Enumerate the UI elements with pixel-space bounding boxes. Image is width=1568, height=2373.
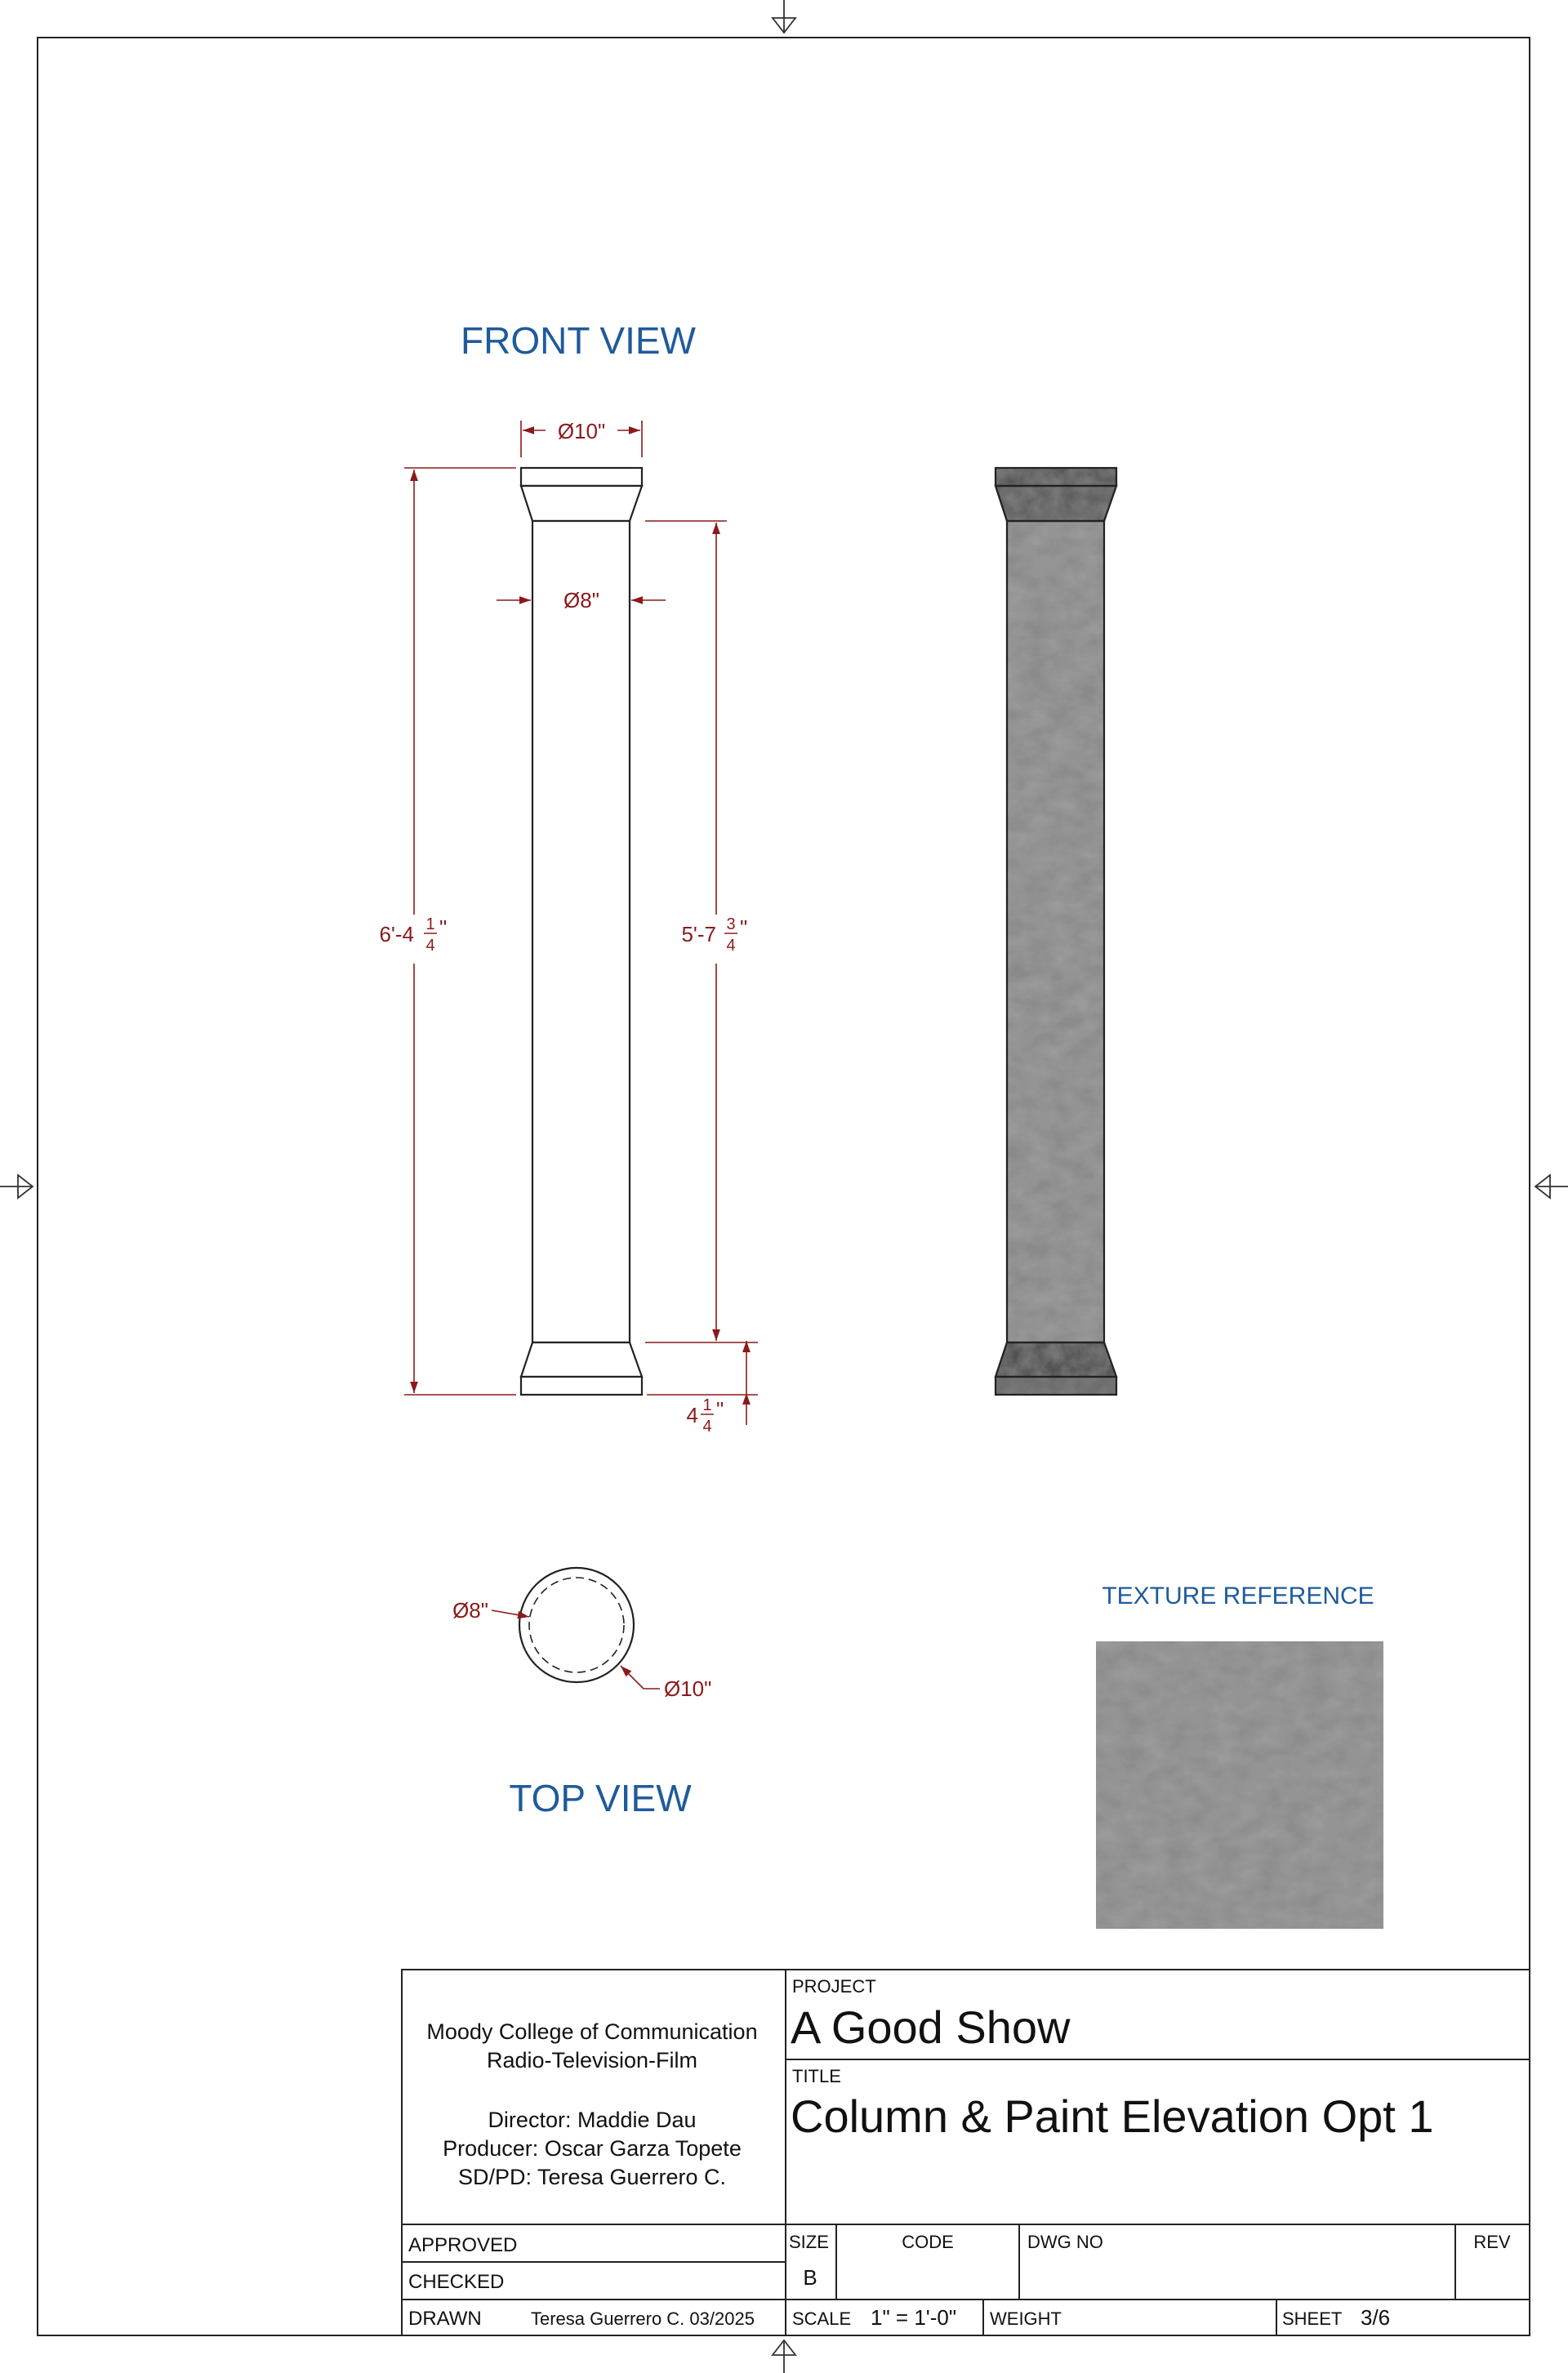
capital-top-block xyxy=(521,468,642,486)
org-line1: Moody College of Communication xyxy=(426,2019,758,2044)
project-label: PROJECT xyxy=(792,1976,876,1997)
top-view-title: TOP VIEW xyxy=(509,1777,692,1819)
center-marker-right xyxy=(1535,1175,1568,1198)
dim-base-height-den: 4 xyxy=(702,1418,712,1436)
dim-shaft-height-main: 5'-7 xyxy=(681,922,716,946)
scale-label: SCALE xyxy=(792,2308,852,2329)
title-value: Column & Paint Elevation Opt 1 xyxy=(791,2090,1434,2142)
director-credit: Director: Maddie Dau xyxy=(488,2108,697,2132)
paint-base-bottom-block xyxy=(996,1377,1116,1395)
dwg-no-label: DWG NO xyxy=(1027,2232,1103,2252)
dim-overall-height-main: 6'-4 xyxy=(379,922,414,946)
sheet-border xyxy=(38,38,1530,2335)
texture-reference-swatch xyxy=(1096,1641,1383,1929)
project-value: A Good Show xyxy=(791,2001,1071,2053)
base-taper xyxy=(521,1342,642,1377)
paint-capital-taper xyxy=(996,486,1116,521)
size-value: B xyxy=(803,2265,817,2290)
dim-plan-inner-diameter: Ø8" xyxy=(452,1598,488,1623)
scale-value: 1" = 1'-0" xyxy=(871,2305,957,2330)
checked-label: CHECKED xyxy=(408,2271,505,2293)
texture-reference-title: TEXTURE REFERENCE xyxy=(1102,1583,1374,1609)
column-paint-elevation xyxy=(996,468,1116,1395)
capital-taper xyxy=(521,486,642,521)
producer-credit: Producer: Oscar Garza Topete xyxy=(443,2136,742,2161)
base-bottom-block xyxy=(521,1377,642,1395)
dim-overall-height xyxy=(379,915,447,955)
weight-label: WEIGHT xyxy=(990,2308,1062,2329)
plan-outer-circle xyxy=(519,1568,634,1682)
center-marker-left xyxy=(0,1175,33,1198)
dim-overall-height-den: 4 xyxy=(425,937,435,955)
dim-shaft-height-inch: " xyxy=(740,915,748,940)
dim-base-height-main: 4 xyxy=(686,1403,698,1427)
size-label: SIZE xyxy=(789,2232,829,2252)
org-line2: Radio-Television-Film xyxy=(486,2048,698,2072)
sheet-label: SHEET xyxy=(1282,2308,1343,2329)
dim-shaft-height-num: 3 xyxy=(726,915,736,933)
dim-shaft-height-den: 4 xyxy=(726,937,736,955)
dim-shaft-diameter: Ø8" xyxy=(564,588,599,612)
paint-capital-top-block xyxy=(996,468,1116,486)
paint-column-shaft xyxy=(1007,521,1104,1342)
dim-base-height-inch: " xyxy=(716,1397,724,1422)
top-view-plan xyxy=(519,1568,634,1682)
front-view-title: FRONT VIEW xyxy=(461,319,696,362)
dim-shaft-height xyxy=(681,915,747,955)
title-block-org xyxy=(426,2019,757,2189)
center-marker-top xyxy=(773,0,795,33)
drawn-label: DRAWN xyxy=(408,2308,482,2330)
designer-credit: SD/PD: Teresa Guerrero C. xyxy=(457,2165,727,2189)
code-label: CODE xyxy=(902,2232,954,2252)
dim-overall-height-num: 1 xyxy=(425,915,435,933)
dim-overall-height-inch: " xyxy=(439,915,448,940)
dim-base-height-num: 1 xyxy=(702,1396,712,1414)
dim-top-diameter: Ø10" xyxy=(557,419,606,443)
rev-label: REV xyxy=(1473,2232,1511,2252)
dim-base-height xyxy=(687,1396,724,1436)
sheet-value: 3/6 xyxy=(1361,2305,1391,2330)
drawn-value: Teresa Guerrero C. 03/2025 xyxy=(531,2308,755,2329)
dim-plan-outer-diameter: Ø10" xyxy=(664,1676,712,1701)
approved-label: APPROVED xyxy=(408,2234,518,2256)
center-marker-bottom xyxy=(773,2340,795,2373)
column-shaft xyxy=(532,521,630,1342)
title-label: TITLE xyxy=(792,2066,841,2086)
paint-base-taper xyxy=(996,1342,1116,1377)
